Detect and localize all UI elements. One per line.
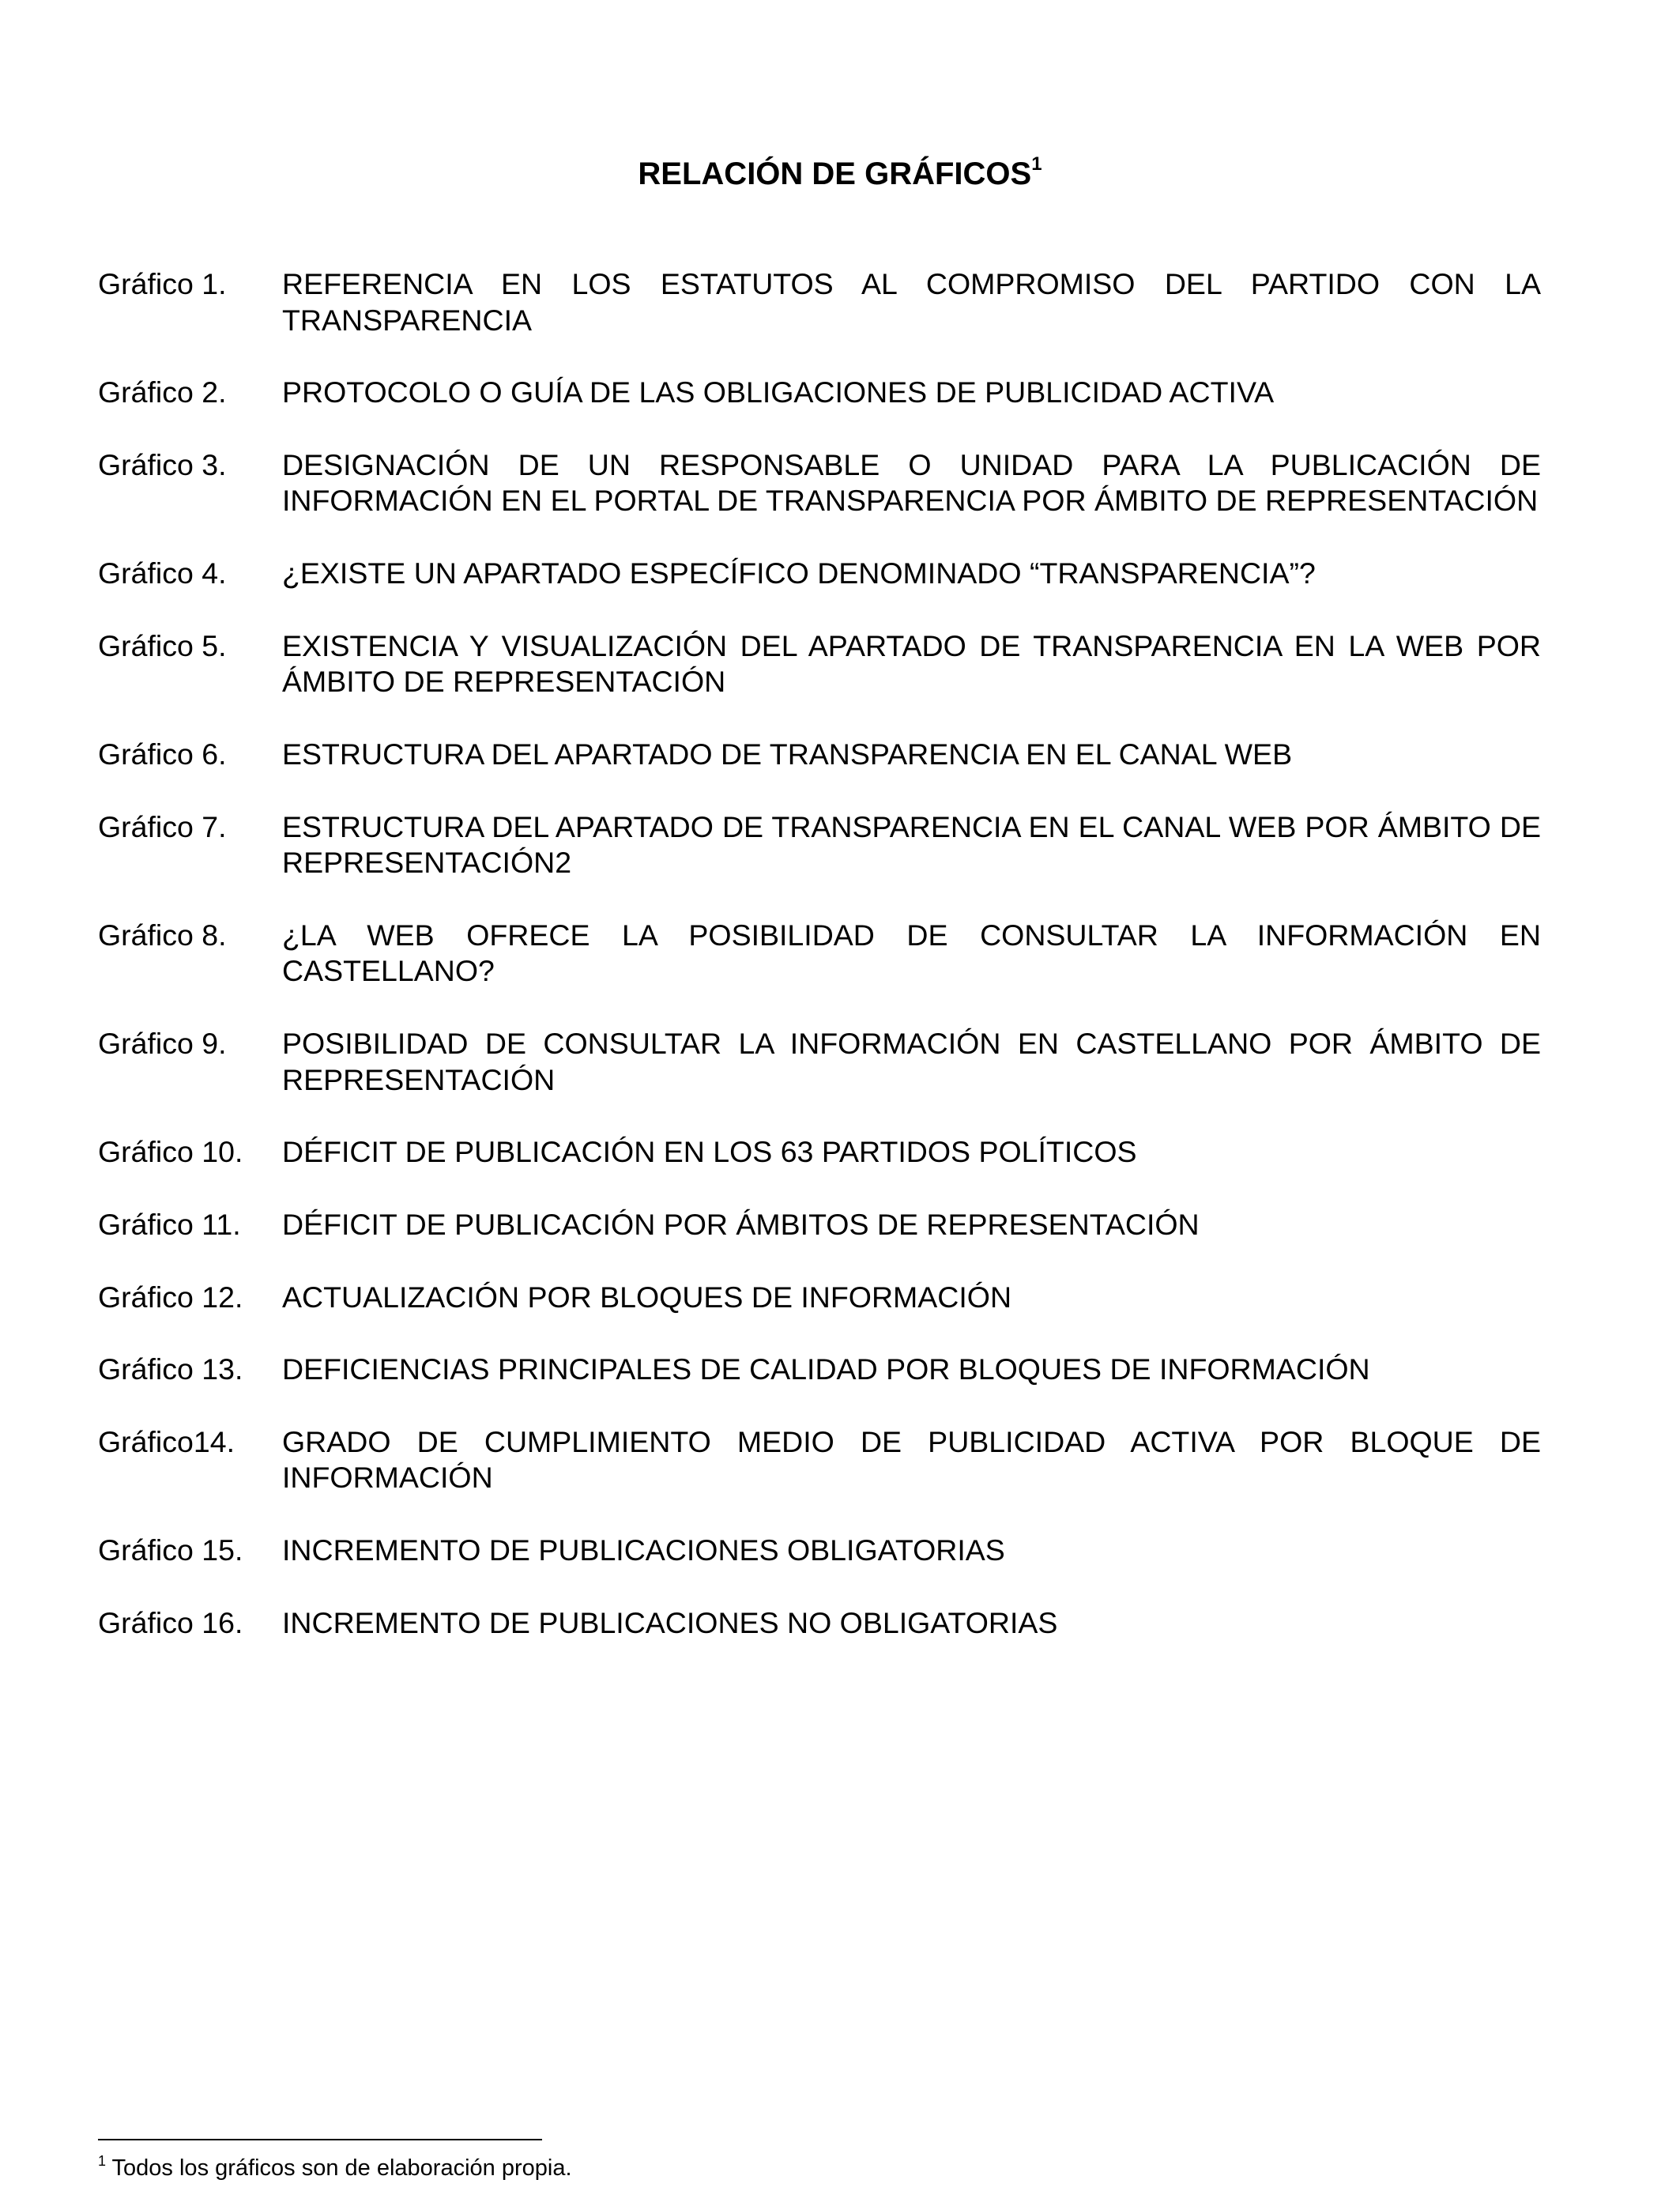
list-item — [98, 737, 1541, 773]
list-item-title: EXISTENCIA Y VISUALIZACIÓN DEL APARTADO DE TRANSPARENCIA EN LA WEB POR ÁMBITO DE REPRESENTACIÓN — [282, 628, 1541, 699]
list-item — [98, 918, 1541, 990]
list-item-number: Gráfico 15. — [98, 1533, 243, 1567]
list-item-title: ESTRUCTURA DEL APARTADO DE TRANSPARENCIA EN EL CANAL WEB — [282, 737, 1293, 771]
list-item-number: Gráfico 6. — [98, 737, 227, 771]
list-item — [98, 556, 1541, 592]
list-item-title: REFERENCIA EN LOS ESTATUTOS AL COMPROMISO DEL PARTIDO CON LA TRANSPARENCIA — [282, 267, 1541, 337]
list-item-number: Gráfico14. — [98, 1424, 235, 1458]
list-item-title: DEFICIENCIAS PRINCIPALES DE CALIDAD POR BLOQUES DE INFORMACIÓN — [282, 1352, 1370, 1386]
list-item-title: ESTRUCTURA DEL APARTADO DE TRANSPARENCIA EN EL CANAL WEB POR ÁMBITO DE REPRESENTACIÓN2 — [282, 809, 1541, 880]
list-item-number: Gráfico 7. — [98, 809, 227, 843]
list-item-title: INCREMENTO DE PUBLICACIONES NO OBLIGATORIAS — [282, 1605, 1058, 1639]
list-item-number: Gráfico 10. — [98, 1135, 243, 1169]
list-item-number: Gráfico 3. — [98, 447, 227, 481]
footnote-text: Todos los gráficos son de elaboración propia. — [106, 2155, 572, 2181]
list-item-number: Gráfico 5. — [98, 628, 227, 662]
list-item-number: Gráfico 16. — [98, 1605, 243, 1639]
list-item — [98, 447, 1541, 519]
list-item-number: Gráfico 8. — [98, 918, 227, 952]
list-item-title: POSIBILIDAD DE CONSULTAR LA INFORMACIÓN EN CASTELLANO POR ÁMBITO DE REPRESENTACIÓN — [282, 1027, 1541, 1096]
list-item-title: DÉFICIT DE PUBLICACIÓN EN LOS 63 PARTIDOS POLÍTICOS — [282, 1135, 1137, 1169]
list-item — [98, 1352, 1541, 1388]
page-title — [0, 154, 1680, 194]
list-item-number: Gráfico 1. — [98, 267, 227, 300]
list-item — [98, 1605, 1541, 1642]
page-title-text: RELACIÓN DE GRÁFICOS — [638, 156, 1032, 191]
list-item-number: Gráfico 4. — [98, 556, 227, 590]
list-item-title: DÉFICIT DE PUBLICACIÓN POR ÁMBITOS DE REPRESENTACIÓN — [282, 1207, 1200, 1241]
list-item-number: Gráfico 13. — [98, 1352, 243, 1386]
list-item — [98, 1207, 1541, 1243]
list-item-number: Gráfico 11. — [98, 1207, 241, 1241]
footnote-reference: 1 — [1031, 153, 1042, 175]
list-item-title: ¿LA WEB OFRECE LA POSIBILIDAD DE CONSULTAR LA INFORMACIÓN EN CASTELLANO? — [282, 918, 1541, 988]
list-item — [98, 1134, 1541, 1171]
list-item — [98, 375, 1541, 411]
list-item — [98, 1533, 1541, 1569]
list-item — [98, 266, 1541, 338]
chart-list — [98, 266, 1541, 1678]
list-item — [98, 809, 1541, 881]
footnote-divider — [98, 2139, 542, 2140]
footnote-marker: 1 — [98, 2153, 107, 2169]
list-item — [98, 1026, 1541, 1098]
list-item-number: Gráfico 9. — [98, 1027, 227, 1060]
list-item-title: PROTOCOLO O GUÍA DE LAS OBLIGACIONES DE PUBLICIDAD ACTIVA — [282, 375, 1275, 409]
list-item — [98, 1280, 1541, 1316]
list-item-title: GRADO DE CUMPLIMIENTO MEDIO DE PUBLICIDAD ACTIVA POR BLOQUE DE INFORMACIÓN — [282, 1424, 1541, 1495]
list-item-title: ACTUALIZACIÓN POR BLOQUES DE INFORMACIÓN — [282, 1280, 1012, 1314]
list-item — [98, 1424, 1541, 1496]
list-item-title: INCREMENTO DE PUBLICACIONES OBLIGATORIAS — [282, 1533, 1005, 1567]
list-item-title: DESIGNACIÓN DE UN RESPONSABLE O UNIDAD PARA LA PUBLICACIÓN DE INFORMACIÓN EN EL PORTAL DE TRANSPARENCIA POR ÁMBITO DE REPRESENTACIÓN — [282, 447, 1541, 518]
footnote — [98, 2153, 572, 2183]
list-item-number: Gráfico 2. — [98, 375, 227, 409]
list-item-number: Gráfico 12. — [98, 1280, 243, 1314]
list-item — [98, 628, 1541, 700]
list-item-title: ¿EXISTE UN APARTADO ESPECÍFICO DENOMINADO “TRANSPARENCIA”? — [282, 556, 1316, 590]
